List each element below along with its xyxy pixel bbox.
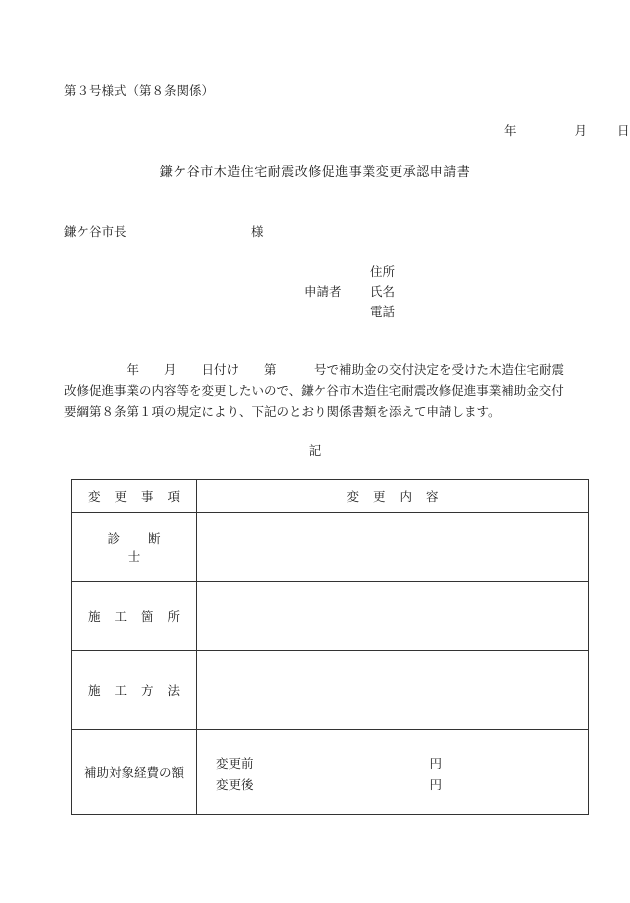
name-label: 氏名 bbox=[370, 284, 396, 299]
content-field-cost[interactable] bbox=[197, 730, 589, 815]
header-item: 変更事項 bbox=[87, 489, 194, 504]
phone-label: 電話 bbox=[370, 304, 396, 319]
table-row bbox=[72, 651, 589, 730]
cost-after-unit: 円 bbox=[429, 777, 442, 792]
addressee: 鎌ケ谷市長 bbox=[64, 224, 127, 239]
row-label-method: 施工方法 bbox=[87, 683, 194, 698]
document-title: 鎌ケ谷市木造住宅耐震改修促進事業変更承認申請書 bbox=[159, 165, 471, 180]
date-line bbox=[504, 121, 630, 139]
content-field-location[interactable] bbox=[197, 582, 589, 651]
content-field-diagnostician[interactable] bbox=[197, 513, 589, 582]
applicant-label: 申請者 bbox=[304, 284, 342, 299]
table-row bbox=[72, 513, 589, 582]
row-label-cost: 補助対象経費の額 bbox=[83, 765, 184, 780]
form-number: 第３号様式（第８条関係） bbox=[64, 83, 215, 98]
header-content-cell bbox=[197, 480, 589, 513]
date-year: 年 bbox=[504, 123, 517, 138]
table-row bbox=[72, 582, 589, 651]
honorific: 様 bbox=[251, 224, 264, 239]
cost-before-unit: 円 bbox=[429, 756, 442, 771]
cost-after-line bbox=[216, 775, 442, 793]
header-content: 変更内容 bbox=[346, 489, 453, 504]
cost-block bbox=[197, 730, 588, 814]
ki-heading: 記 bbox=[308, 443, 322, 458]
row-label-cell bbox=[72, 513, 197, 582]
row-label-cell bbox=[72, 582, 197, 651]
cost-before-label: 変更前 bbox=[216, 756, 254, 771]
header-item-cell bbox=[72, 480, 197, 513]
row-label-cell bbox=[72, 730, 197, 815]
date-day: 日 bbox=[617, 123, 630, 138]
table-header-row bbox=[72, 480, 589, 513]
date-month: 月 bbox=[574, 123, 588, 138]
body-paragraph bbox=[64, 359, 574, 422]
row-label-location: 施工箇所 bbox=[87, 609, 194, 624]
cost-after-label: 変更後 bbox=[216, 777, 254, 792]
change-table bbox=[71, 479, 589, 815]
body-line: 改修促進事業の内容等を変更したいので、鎌ケ谷市木造住宅耐震改修促進事業補助金交付 bbox=[64, 383, 564, 398]
row-label-cell bbox=[72, 651, 197, 730]
address-label: 住所 bbox=[370, 264, 396, 279]
body-line: 年 月 日付け 第 号で補助金の交付決定を受けた木造住宅耐震 bbox=[64, 362, 565, 377]
row-label-diagnostician: 診断士 bbox=[107, 531, 189, 564]
body-line: 要綱第８条第１項の規定により、下記のとおり関係書類を添えて申請します。 bbox=[64, 404, 501, 419]
content-field-method[interactable] bbox=[197, 651, 589, 730]
table-row bbox=[72, 730, 589, 815]
cost-before-line bbox=[216, 754, 442, 772]
